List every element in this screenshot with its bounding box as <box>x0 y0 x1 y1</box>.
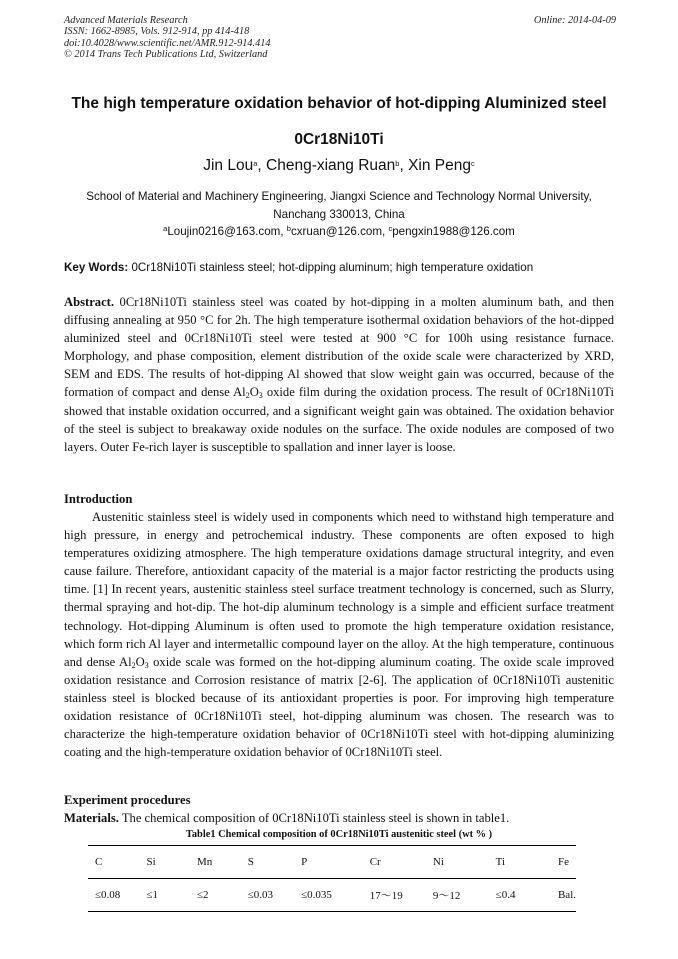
table-header-cell: P <box>294 846 363 879</box>
intro-text-3: oxide scale was formed on the hot-dipping aluminum coating. The oxide scale improved oxidation resistance and Corrosion resistance of matrix [2-6]. The application of 0Cr18Ni10Ti austenitic stainless steel is blocked because of its antioxidant properties is poor. For improving high temperature oxidation resistance of 0Cr18Ni10Ti steel, hot-dipping aluminum was chosen. The research was to characterize the high-temperature oxidation behavior of 0Cr18Ni10Ti steel with hot-dipping aluminizing coating and the high-temperature oxidation behavior of 0Cr18Ni10Ti steel. <box>64 654 614 760</box>
abstract-text-1: 0Cr18Ni10Ti stainless steel was coated by hot-dipping in a molten aluminum bath, and then diffusing annealing at 950 °C for 2h. The high temperature isothermal oxidation behaviors of the hot-dipped aluminized steel and 0Cr18Ni10Ti steel were tested at 900 °C for 100h using resistance furnace. Morphology, and phase composition, element distribution of the oxide scale were characterized by XRD, SEM and EDS. The results of hot-dipping Al showed that slow weight gain was occurred, because of the formation of compact and dense Al <box>64 295 614 400</box>
experiment-heading: Experiment procedures <box>64 793 191 807</box>
table-cell: 9～12 <box>426 879 489 912</box>
journal-copyright: © 2014 Trans Tech Publications Ltd, Switzerland <box>64 49 268 61</box>
table-header-cell: Ti <box>489 846 551 879</box>
intro-text-2: O <box>135 654 145 669</box>
table-header-cell: S <box>241 846 294 879</box>
email-address[interactable]: cxruan@126.com <box>290 225 382 238</box>
author-name: Xin Peng <box>408 157 471 174</box>
title-line-2: 0Cr18Ni10Ti <box>294 131 384 148</box>
intro-text-1: Austenitic stainless steel is widely used in components which need to withstand high temperature and high pressure, in energy and petrochemical industry. These components are often exposed to high temperatures oxidizing atmosphere. The high temperature oxidations damage structural integrity, and even cause failure. Therefore, antioxidant capacity of the material is a major factor restricting the products using time. [1] In recent years, austenitic stainless steel surface treatment technology is concerned, such as Slurry, thermal spraying and hot-dip. The hot-dip aluminum technology is a simple and efficient surface treatment technology. Hot-dipping Aluminum is often used to promote the high temperature oxidation resistance, which form rich Al layer and intermetallic compound layer on the alloy. At the high temperature, continuous and dense Al <box>64 510 614 669</box>
email-mark: c <box>388 224 393 233</box>
abstract-sub-2: 3 <box>258 391 263 401</box>
table-header-row <box>88 846 576 879</box>
abstract-label: Abstract. <box>64 295 115 309</box>
email-mark: a <box>163 224 168 233</box>
affiliation-line-1: School of Material and Machinery Engineering, Jiangxi Science and Technology Normal University, <box>86 190 592 203</box>
table-cell: 17～19 <box>363 879 426 912</box>
table-header-cell: Cr <box>363 846 426 879</box>
materials-text: The chemical composition of 0Cr18Ni10Ti stainless steel is shown in table1. <box>121 811 510 825</box>
table-cell: ≤1 <box>140 879 191 912</box>
email-address[interactable]: pengxin1988@126.com <box>392 225 515 238</box>
author-name: Cheng-xiang Ruan <box>266 157 396 174</box>
author-mark: a <box>253 159 258 168</box>
email-mark: b <box>286 224 291 233</box>
keywords-text: 0Cr18Ni10Ti stainless steel; hot-dipping aluminum; high temperature oxidation <box>131 261 534 274</box>
email-list: $^a$Loujin0216@163.com, $^b$cxruan@126.com, $^c$pengxin1988@126.com <box>163 224 515 238</box>
table-cell: ≤0.03 <box>241 879 294 912</box>
paper-title <box>40 86 638 158</box>
materials-label: Materials. <box>64 811 119 825</box>
table-cell: Bal. <box>551 879 576 912</box>
affiliation-line-2: Nanchang 330013, China <box>273 208 405 221</box>
table-cell: ≤0.4 <box>489 879 551 912</box>
materials-paragraph <box>64 809 614 827</box>
abstract <box>64 293 614 456</box>
table-header-cell: Ni <box>426 846 489 879</box>
chemical-composition-table <box>88 845 576 912</box>
author-mark: c <box>471 159 475 168</box>
affiliation <box>60 188 618 224</box>
abstract-sub-1: 2 <box>245 391 250 401</box>
author-mark: b <box>395 159 400 168</box>
title-line-1: The high temperature oxidation behavior of hot-dipping Aluminized steel <box>71 95 607 112</box>
abstract-text-3: oxide film during the oxidation process. The result of 0Cr18Ni10Ti showed that instable oxidation occurred, and a significant weight gain was obtained. The oxidation behavior of the steel is subject to breakaway oxide nodules on the surface. The oxide nodules are composed of two layers. Outer Fe-rich layer is susceptible to spallation and inner layer is loose. <box>64 385 614 454</box>
table-cell: ≤2 <box>190 879 241 912</box>
table-cell: ≤0.035 <box>294 879 363 912</box>
abstract-text-2: O <box>249 385 259 400</box>
table-header-cell: Si <box>140 846 191 879</box>
table-header-cell: Fe <box>551 846 576 879</box>
introduction-paragraph <box>64 508 614 761</box>
intro-sub-2: 3 <box>144 660 149 670</box>
table-cell: ≤0.08 <box>88 879 140 912</box>
email-address[interactable]: Loujin0216@163.com <box>167 225 281 238</box>
table-caption: Table1 Chemical composition of 0Cr18Ni10Ti austenitic steel (wt % ) <box>185 829 493 840</box>
keywords-label: Key Words: <box>64 261 129 274</box>
table-header-cell: C <box>88 846 140 879</box>
journal-issn: ISSN: 1662-8985, Vols. 912-914, pp 414-418 <box>64 26 250 38</box>
journal-name: Advanced Materials Research <box>64 15 188 26</box>
introduction-heading: Introduction <box>64 492 133 506</box>
table-header-cell: Mn <box>190 846 241 879</box>
author-list: Jin Lou$^a$, Cheng-xiang Ruan$^b$, Xin Peng$^c$ <box>203 157 475 174</box>
journal-doi: doi:10.4028/www.scientific.net/AMR.912-914.414 <box>64 37 271 49</box>
keywords <box>64 260 624 276</box>
table-row <box>88 879 576 912</box>
author-name: Jin Lou <box>203 157 254 174</box>
intro-sub-1: 2 <box>131 660 136 670</box>
online-date: Online: 2014-04-09 <box>533 15 616 26</box>
journal-header <box>64 15 616 61</box>
